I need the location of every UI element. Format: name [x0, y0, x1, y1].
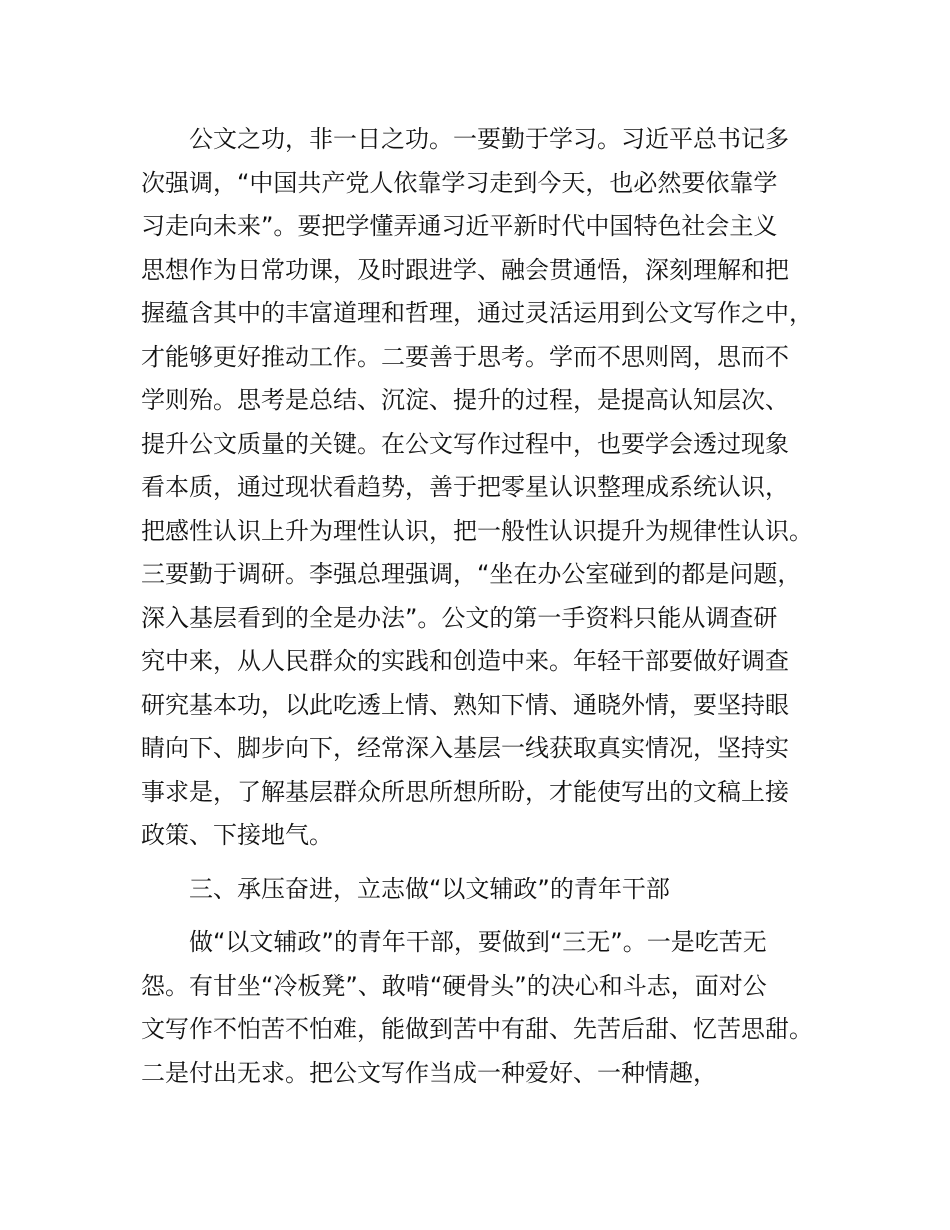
- paragraph-spacer: [141, 911, 831, 921]
- paragraph-1-line-15: 睛向下、脚步向下，经常深入基层一线获取真实情况，坚持实: [141, 734, 789, 762]
- paragraph-spacer: [141, 858, 831, 868]
- paragraph-1-line-12: 深入基层看到的全是办法”。公文的第一手资料只能从调查研: [141, 603, 778, 632]
- paragraph-1-line-7: 学则殆。思考是总结、沉淀、提升的过程，是提高认知层次、: [141, 386, 789, 414]
- paragraph-1-line-13: 究中来，从人民群众的实践和创造中来。年轻干部要做好调查: [141, 647, 789, 675]
- paragraph-1-line-14: 研究基本功，以此吃透上情、熟知下情、通晓外情，要坚持眼: [141, 690, 789, 719]
- paragraph-2-line-4: 二是付出无求。把公文写作当成一种爱好、一种情趣，: [141, 1058, 717, 1087]
- paragraph-2-line-3: 文写作不怕苦不怕难，能做到苦中有甜、先苦后甜、忆苦思甜。: [141, 1015, 813, 1043]
- paragraph-1-line-4: 思想作为日常功课，及时跟进学、融会贯通悟，深刻理解和把: [141, 255, 789, 284]
- paragraph-1-line-6: 才能够更好推动工作。二要善于思考。学而不思则罔，思而不: [141, 342, 789, 371]
- paragraph-1-line-9: 看本质，通过现状看趋势，善于把零星认识整理成系统认识，: [141, 473, 789, 501]
- paragraph-1-line-17: 政策、下接地气。: [141, 821, 333, 849]
- paragraph-1-line-1: 公文之功，非一日之功。一要勤于学习。习近平总书记多: [189, 125, 789, 153]
- paragraph-1-line-16: 事求是，了解基层群众所思所想所盼，才能使写出的文稿上接: [141, 777, 789, 806]
- paragraph-1-line-2: 次强调，“中国共产党人依靠学习走到今天，也必然要依靠学: [141, 168, 778, 197]
- paragraph-1-line-3: 习走向未来”。要把学懂弄通习近平新时代中国特色社会主义: [141, 212, 778, 240]
- paragraph-1-line-10: 把感性认识上升为理性认识，把一般性认识提升为规律性认识。: [141, 516, 813, 545]
- paragraph-1-line-8: 提升公文质量的关键。在公文写作过程中，也要学会透过现象: [141, 429, 789, 458]
- paragraph-1-line-11: 三要勤于调研。李强总理强调，“坐在办公室碰到的都是问题，: [141, 560, 802, 588]
- section-heading: 三、承压奋进，立志做“以文辅政”的青年干部: [189, 874, 670, 903]
- paragraph-2: [141, 921, 831, 1095]
- paragraph-1-line-5: 握蕴含其中的丰富道理和哲理，通过灵活运用到公文写作之中，: [141, 299, 813, 327]
- paragraph-2-line-2: 怨。有甘坐“冷板凳”、敢啃“硬骨头”的决心和斗志，面对公: [141, 971, 767, 1000]
- paragraph-1: [141, 118, 831, 858]
- document-body: [141, 118, 831, 1095]
- paragraph-2-line-1: 做“以文辅政”的青年干部，要做到“三无”。一是吃苦无: [189, 928, 767, 956]
